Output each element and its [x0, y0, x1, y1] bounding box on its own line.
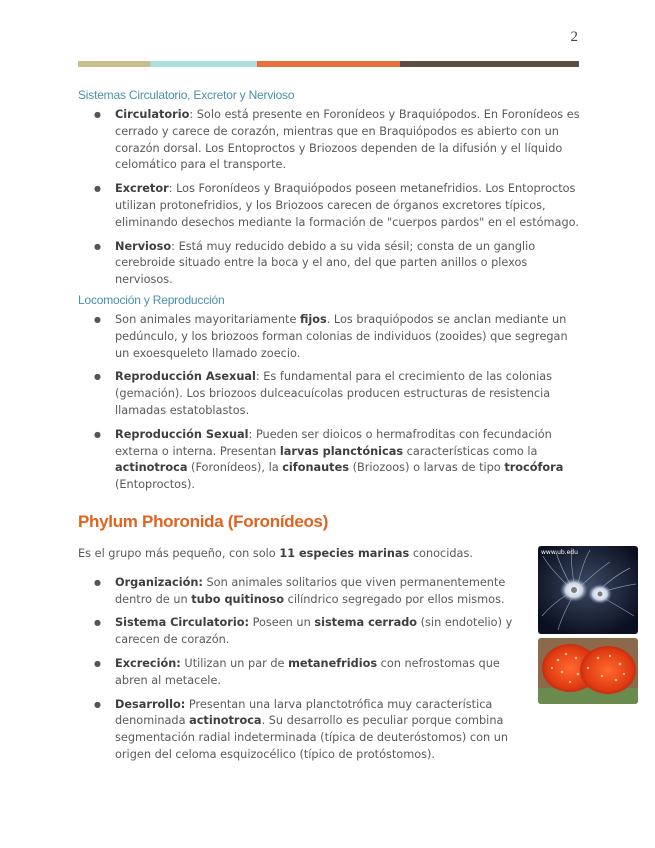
locomotion-list [78, 312, 581, 494]
list-item: ● Reproducción Asexual: Es fundamental para el crecimiento de las colonias (gemación). Los briozoos dulceacuícolas producen estructuras de resistencia llamadas estatoblastos. [78, 369, 581, 419]
list-item: ● Son animales mayoritariamente fijos. Los braquiópodos se anclan mediante un pedúnculo, y los briozoos forman colonias de individuos (zooides) que segregan un exoesqueleto llamado zoecio. [78, 312, 581, 362]
phoronid-red-photo [538, 638, 638, 704]
section-heading-systems: Sistemas Circulatorio, Excretor y Nervioso [78, 88, 295, 102]
phoronid-red-image [538, 638, 638, 704]
color-bar-segment [400, 61, 579, 67]
phoronida-list [78, 575, 530, 764]
page-content [78, 88, 581, 771]
systems-list [78, 107, 581, 289]
list-item: ● Desarrollo: Presentan una larva planctotrófica muy característica denominada actinotroca. Su desarrollo es peculiar porque combina segmentación radial indeterminada (típica de deuteróstomos) con un origen del celoma esquizocélico (típico de protóstomos). [78, 697, 530, 764]
phylum-intro: Es el grupo más pequeño, con solo 11 especies marinas conocidas. [78, 546, 473, 560]
decorative-color-bar [78, 61, 579, 67]
list-item: ● Organización: Son animales solitarios que viven permanentemente dentro de un tubo quitinoso cilíndrico segregado por ellos mismos. [78, 575, 530, 609]
list-item: ● Reproducción Sexual: Pueden ser dioicos o hermafroditas con fecundación externa o interna. Presentan larvas planctónicas características como la actinotroca (Foronídeos), la cifonautes (Briozoos) o larvas de tipo trocófora (Entoproctos). [78, 427, 581, 494]
phoronid-photo-image [538, 546, 638, 634]
list-item: ● Sistema Circulatorio: Poseen un sistema cerrado (sin endotelio) y carecen de corazón. [78, 615, 530, 649]
section-heading-locomotion: Locomoción y Reproducción [78, 292, 225, 307]
list-item: ● Nervioso: Está muy reducido debido a su vida sésil; consta de un ganglio cerebroide situado entre la boca y el ano, del que parten anillos o plexos nerviosos. [78, 239, 581, 289]
list-item: ● Excreción: Utilizan un par de metanefridios con nefrostomas que abren al metacele. [78, 656, 530, 690]
color-bar-segment [257, 61, 400, 67]
phylum-title: Phylum Phoronida (Foronídeos) [78, 511, 329, 531]
page-number: 2 [570, 29, 578, 45]
list-item: ● Excretor: Los Foronídeos y Braquiópodos poseen metanefridios. Los Entoproctos utilizan protonefridios, y los Briozoos carecen de órganos excretores típicos, eliminando desechos mediante la formación de "cuerpos pardos" en el estómago. [78, 181, 581, 231]
photo-watermark: www.ub.edu [541, 549, 578, 556]
color-bar-segment [78, 61, 150, 67]
phoronid-tentacles-photo [538, 546, 638, 634]
list-item: ● Circulatorio: Solo está presente en Foronídeos y Braquiópodos. En Foronídeos es cerrado y carece de corazón, mientras que en Braquiópodos es abierto con un corazón dorsal. Los Entoproctos y Briozoos dependen de la difusión y el líquido celomático para el transporte. [78, 107, 581, 174]
color-bar-segment [150, 61, 257, 67]
